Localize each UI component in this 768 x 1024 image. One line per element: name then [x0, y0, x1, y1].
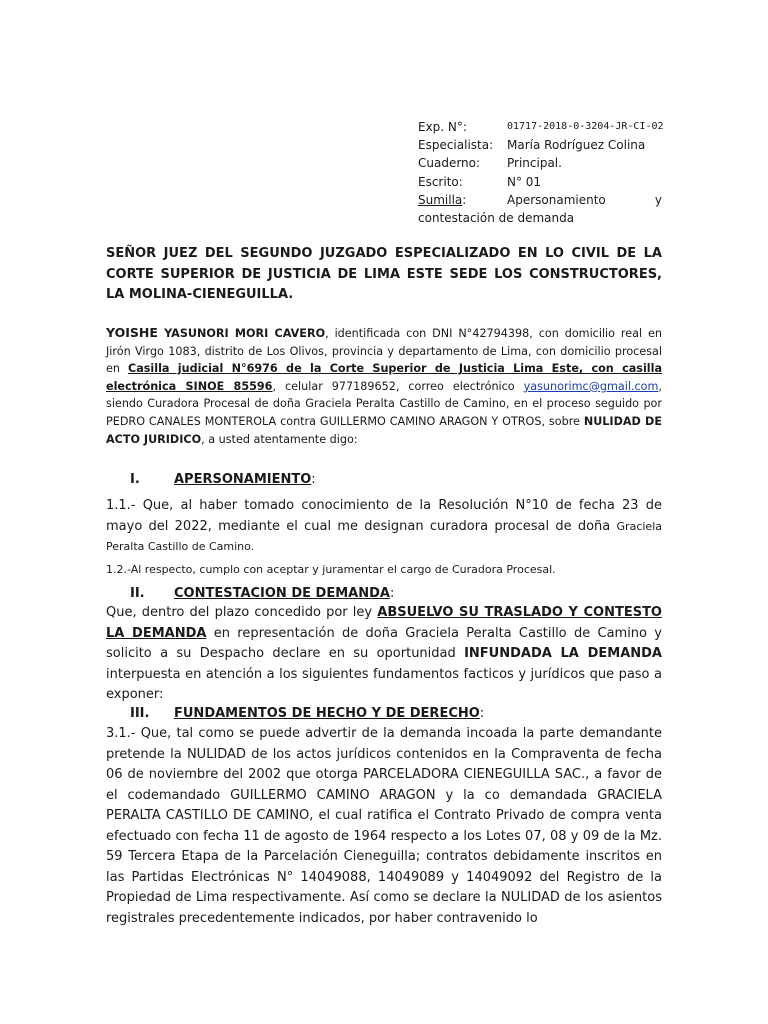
- section-2-colon: :: [389, 586, 395, 601]
- section-fundamentos: [106, 704, 662, 929]
- section-3-number: III.: [130, 706, 150, 721]
- section-1-title: APERSONAMIENTO: [174, 472, 312, 487]
- cuaderno-label: Cuaderno:: [418, 156, 481, 171]
- sumilla-cont-row: [418, 209, 662, 227]
- section-1-p1-text: 1.1.- Que, al haber tomado conocimiento de la Resolución N°10 de fecha 23 de mayo del 2022, mediante el cual me designan curadora procesal de doña: [106, 498, 662, 534]
- intro-text-1: , identificada con DNI N°42794398, con domicilio real en Jirón Virgo 1083, distrito de Los Olivos, provincia y departamento de Lima, con domicilio procesal en: [106, 327, 663, 376]
- name-rest: YASUNORI MORI CAVERO: [157, 327, 326, 340]
- section-3-title: FUNDAMENTOS DE HECHO Y DE DERECHO: [174, 706, 480, 721]
- section-2-text-3: interpuesta en atención a los siguientes fundamentos facticos y jurídicos que paso a exponer:: [106, 666, 662, 702]
- especialista-value: María Rodríguez Colina: [507, 138, 646, 153]
- section-2-paragraph: [106, 603, 662, 706]
- cuaderno-value: Principal.: [507, 156, 562, 171]
- section-1-paragraph-2: 1.2.-Al respecto, cumplo con aceptar y juramentar el cargo de Curadora Procesal.: [106, 562, 556, 576]
- sumilla-colon: :: [462, 192, 467, 207]
- section-2-text-2: en representación de doña Graciela Peralta Castillo de Camino y solicito a su Despacho declare en su oportunidad: [106, 625, 662, 661]
- especialista-row: [418, 136, 662, 154]
- section-1-colon: :: [311, 472, 316, 487]
- section-2-text-1: Que, dentro del plazo concedido por ley: [106, 605, 378, 620]
- section-contestacion: [106, 584, 662, 706]
- cuaderno-row: [418, 154, 662, 172]
- case-header: [418, 118, 662, 227]
- intro-text-3: , siendo Curadora Procesal de doña Graciela Peralta Castillo de Camino, en el proceso seguido por PEDRO CANALES MONTEROLA contra GUILLERMO CAMINO ARAGON Y OTROS, sobre: [106, 379, 662, 428]
- sumilla-label-wrap: [418, 191, 507, 209]
- name-first: YOISHE: [106, 325, 158, 340]
- addressee: SEÑOR JUEZ DEL SEGUNDO JUZGADO ESPECIALIZADO EN LO CIVIL DE LA CORTE SUPERIOR DE JUSTICIA DE LIMA ESTE SEDE LOS CONSTRUCTORES, LA MOLINA-CIENEGUILLA.: [106, 246, 662, 302]
- escrito-row: [418, 173, 662, 191]
- section-2-bold-1: ABSUELVO SU TRASLADO Y CONTESTO LA DEMANDA: [106, 605, 662, 641]
- section-1-heading: [106, 470, 662, 490]
- section-2-number: II.: [130, 586, 145, 601]
- email-link[interactable]: yasunorimc@gmail.com: [523, 379, 659, 393]
- sumilla-value-3: contestación de demanda: [418, 211, 575, 226]
- section-1-p1-name: Graciela Peralta Castillo de Camino.: [106, 519, 662, 553]
- section-3-colon: :: [479, 706, 485, 721]
- escrito-value: N° 01: [507, 174, 542, 189]
- exp-row: [418, 118, 662, 136]
- section-2-title: CONTESTACION DE DEMANDA: [174, 586, 390, 601]
- escrito-label: Escrito:: [418, 174, 463, 189]
- section-1-paragraph-1: [106, 496, 662, 558]
- section-3-heading: [106, 704, 662, 724]
- section-3-paragraph-1: 3.1.- Que, tal como se puede advertir de la demanda incoada la parte demandante pretende la NULIDAD de los actos jurídicos contenidos en la Compraventa de fecha 06 de noviembre del 2002 que otorga PARCELADORA CIENEGUILLA SAC., a favor de el codemandado GUILLERMO CAMINO ARAGON y la co demandada GRACIELA PERALTA CASTILLO DE CAMINO, el cual ratifica el Contrato Privado de compra venta efectuado con fecha 11 de agosto de 1964 respecto a los Lotes 07, 08 y 09 de la Mz. 59 Tercera Etapa de la Parcelación Cieneguilla; contratos debidamente inscritos en las Partidas Electrónicas N° 14049088, 14049089 y 14049092 del Registro de la Propiedad de Lima respectivamente. Así como se declare la NULIDAD de los asientos registrales precedentemente indicados, por haber contravenido lo: [106, 726, 662, 926]
- casilla-text: Casilla judicial N°6976 de la Corte Superior de Justicia Lima Este, con casilla electrónica SINOE 85596: [106, 362, 663, 393]
- sumilla-value-2: y: [654, 192, 662, 207]
- section-2-bold-2: INFUNDADA LA DEMANDA: [464, 646, 662, 661]
- exp-value: 01717-2018-0-3204-JR-CI-02: [507, 121, 664, 132]
- section-2-heading: [106, 584, 662, 604]
- intro-paragraph: [106, 324, 662, 448]
- exp-label: Exp. N°:: [418, 120, 467, 134]
- sumilla-value-1: Apersonamiento: [507, 192, 606, 207]
- sumilla-label: Sumilla: [418, 192, 463, 207]
- especialista-label: Especialista:: [418, 138, 494, 153]
- nulidad-text: NULIDAD DE ACTO JURIDICO: [106, 414, 662, 446]
- section-1-number: I.: [130, 472, 140, 487]
- section-apersonamiento: [106, 470, 662, 578]
- intro-text-2: , celular 977189652, correo electrónico: [272, 379, 524, 393]
- intro-text-4: , a usted atentamente digo:: [201, 432, 358, 446]
- sumilla-row: [418, 191, 662, 209]
